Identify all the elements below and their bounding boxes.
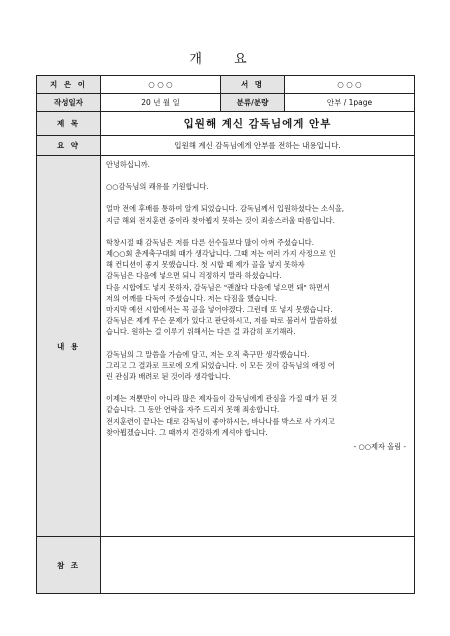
body-line: 지금 해외 전지훈련 중이라 찾아뵙지 못하는 것이 죄송스러울 따름입니다. bbox=[106, 215, 335, 225]
body-line: 다음 시합에도 넣지 못하자, 감독님은 "괜찮다 다음에 넣으면 돼" 하면서 bbox=[106, 282, 330, 292]
body-line: 감독님의 그 말씀을 가슴에 담고, 저는 오직 축구만 생각했습니다. bbox=[106, 349, 310, 359]
body-content bbox=[101, 156, 415, 537]
blank-line bbox=[106, 170, 408, 181]
body-line: 제○○회 춘계축구대회 때가 생각납니다. 그때 저는 여러 가지 사정으로 인 bbox=[106, 249, 336, 259]
reference-value bbox=[101, 537, 415, 594]
body-line: 감독님은 제게 무슨 문제가 있다고 판단하시고, 저를 따로 불러서 말씀하셨 bbox=[106, 316, 338, 326]
form-table bbox=[36, 75, 415, 594]
body-line: 학창시절 때 감독님은 저를 다른 선수들보다 많이 아껴 주셨습니다. bbox=[106, 237, 315, 247]
body-line: 같습니다. 그 동안 연락을 자주 드리지 못해 죄송합니다. bbox=[106, 405, 280, 415]
body-line: 그리고 그 결과로 프로에 오게 되었습니다. 이 모든 것이 감독님의 애정 어 bbox=[106, 360, 335, 370]
subject-value: 입원해 계신 감독님에게 안부 bbox=[101, 112, 415, 136]
blank-line bbox=[106, 382, 408, 393]
body-line: 마지막 예선 시합에서는 꼭 골을 넣어야겠다. 그런데 또 넣지 못했습니다. bbox=[106, 305, 333, 315]
body-line: 감독님은 다음에 넣으면 되니 걱정하지 말라 하셨습니다. bbox=[106, 271, 282, 281]
body-line: ○○감독님의 쾌유를 기원합니다. bbox=[106, 182, 209, 192]
body-line: 이제는 저뿐만이 아니라 많은 제자들이 감독님에게 관심을 가질 때가 된 것 bbox=[106, 394, 338, 404]
body-line: 전지훈련이 끝나는 대로 감독님이 좋아하시는, 바나나를 박스로 사 가지고 bbox=[106, 416, 335, 426]
author-label: 지 은 이 bbox=[37, 76, 101, 94]
blank-line bbox=[106, 192, 408, 203]
body-line: 해 컨디션이 좋지 못했습니다. 첫 시합 때 제가 골을 넣지 못하자 bbox=[106, 260, 305, 270]
document-title: 개 요 bbox=[189, 52, 261, 67]
body-line: 습니다. 원하는 걸 이루기 위해서는 다른 걸 과감히 포기해라. bbox=[106, 327, 296, 337]
reference-label: 참 조 bbox=[37, 537, 101, 594]
subject-label: 제 목 bbox=[37, 112, 101, 136]
signature: - ○○제자 올림 - bbox=[353, 442, 406, 452]
author-value: ○ ○ ○ bbox=[101, 76, 221, 94]
summary-label: 요 약 bbox=[37, 136, 101, 156]
body-line: 저의 어깨를 다독여 주셨습니다. 저는 다짐을 했습니다. bbox=[106, 293, 278, 303]
body-line: 얼마 전에 후배를 통하여 알게 되었습니다. 감독님께서 입원하셨다는 소식을, bbox=[106, 204, 345, 214]
blank-line bbox=[106, 226, 408, 237]
body-line: 린 관심과 배려로 된 것이라 생각합니다. bbox=[106, 372, 231, 382]
body-line: 안녕하십니까. bbox=[106, 160, 150, 169]
writer-label: 서 명 bbox=[221, 76, 285, 94]
date-label: 작성일자 bbox=[37, 94, 101, 112]
summary-value: 입원해 계신 감독님에게 안부를 전하는 내용입니다. bbox=[101, 136, 415, 156]
body-line: 찾아뵙겠습니다. 그 때까지 건강하게 계셔야 합니다. bbox=[106, 427, 268, 437]
category-label: 분류/분량 bbox=[221, 94, 285, 112]
category-value: 안부 / 1page bbox=[285, 94, 415, 112]
blank-line bbox=[106, 338, 408, 349]
body-text bbox=[101, 156, 414, 438]
body-label: 내 용 bbox=[37, 156, 101, 537]
writer-value: ○ ○ ○ bbox=[285, 76, 415, 94]
date-value: 20 년 월 일 bbox=[101, 94, 221, 112]
